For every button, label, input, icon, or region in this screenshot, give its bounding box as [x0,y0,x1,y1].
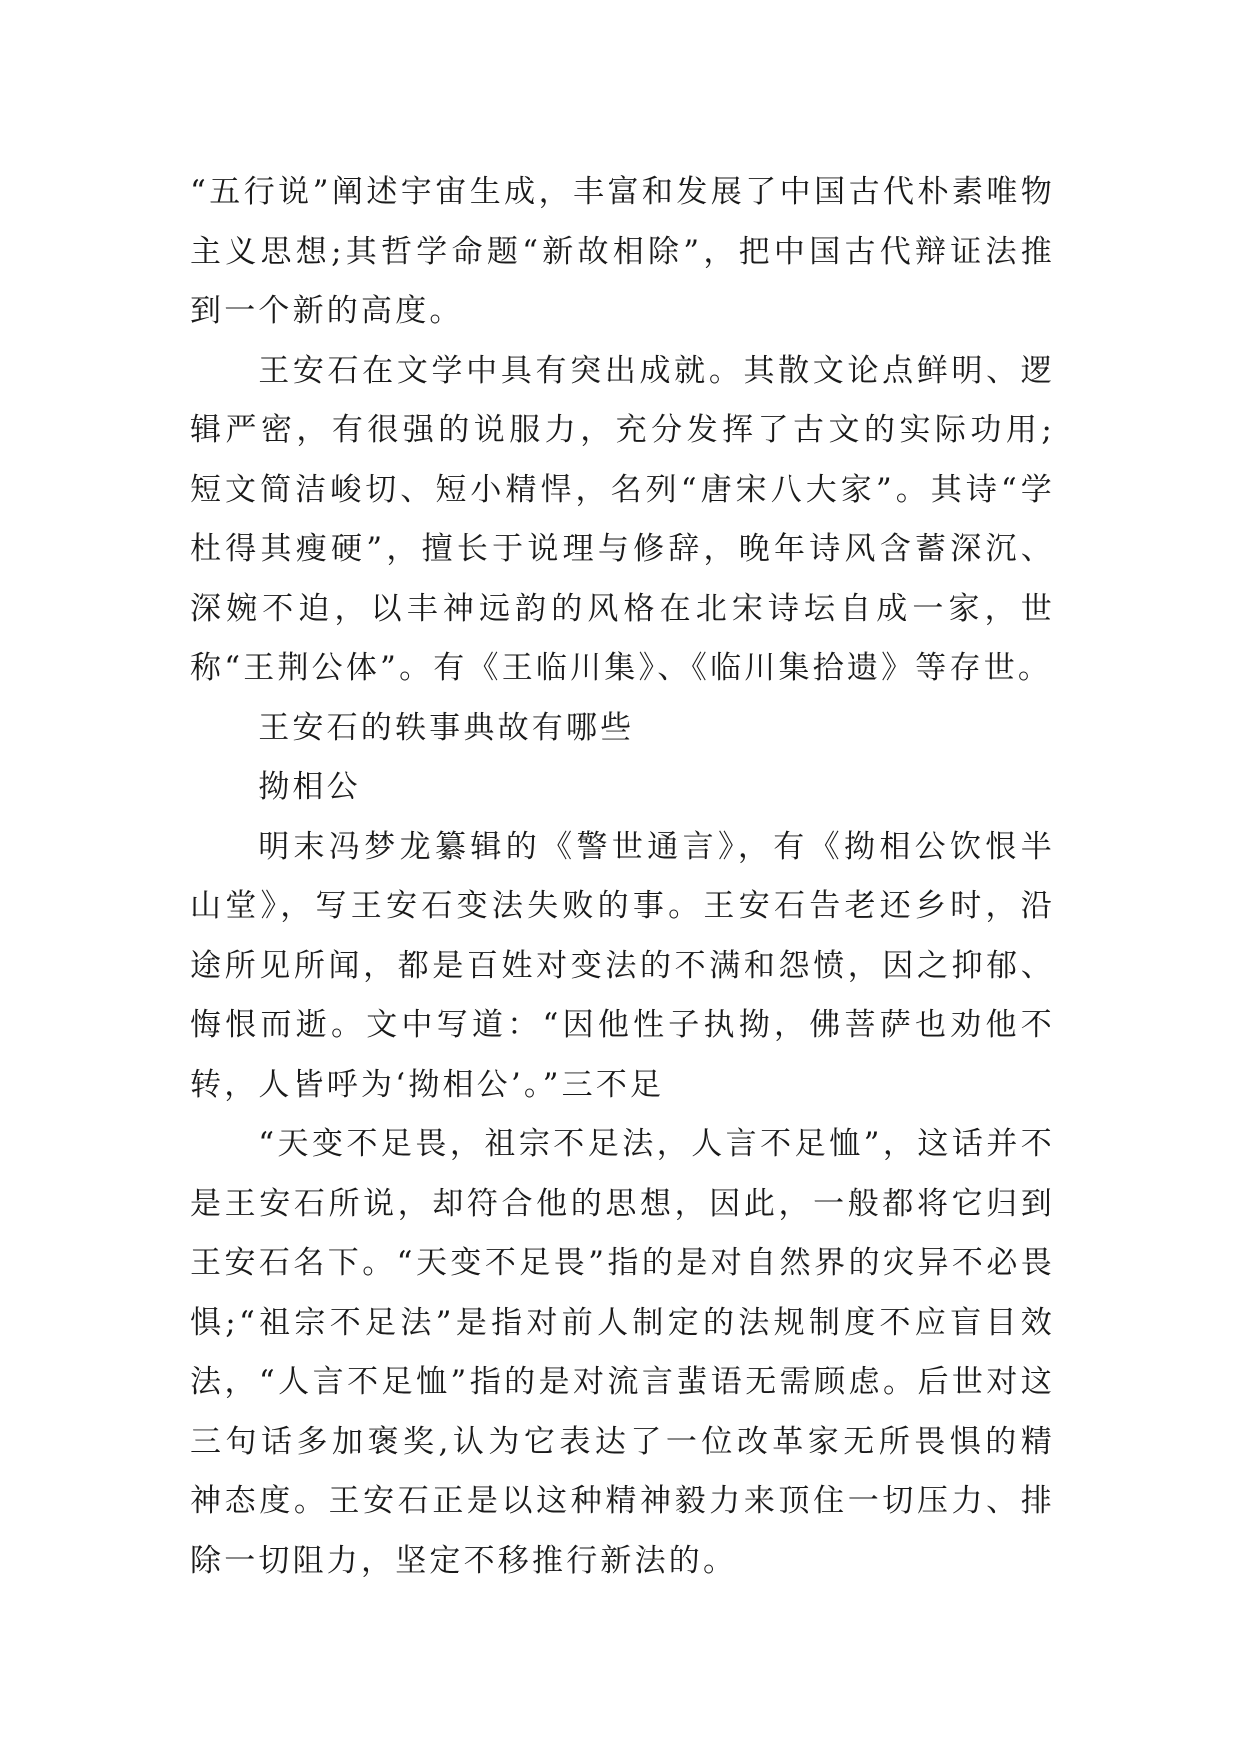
section-heading-anecdotes: 王安石的轶事典故有哪些 [258,709,635,746]
paragraph-niu-xianggong: 明末冯梦龙纂辑的《警世通言》，有《拗相公饮恨半山堂》，写王安石变法失败的事。王安石告老还乡时，沿途所见所闻，都是百姓对变法的不满和怨愤，因之抑郁、悔恨而逝。文中写道：“因他性子执拗，佛菩萨也劝他不转，人皆呼为‘拗相公’。”三不足 [190,828,1055,1103]
subheading-niu-xianggong: 拗相公 [258,769,361,805]
document-body [190,163,1055,1591]
paragraph-wuxing: “五行说”阐述宇宙生成，丰富和发展了中国古代朴素唯物主义思想;其哲学命题“新故相除”，把中国古代辩证法推到一个新的高度。 [190,174,1055,329]
paragraph-three-nots: “天变不足畏，祖宗不足法，人言不足恤”，这话并不是王安石所说，却符合他的思想，因此，一般都将它归到王安石名下。“天变不足畏”指的是对自然界的灾异不必畏惧;“祖宗不足法”是指对前人制定的法规制度不应盲目效法，“人言不足恤”指的是对流言蜚语无需顾虑。后世对这三句话多加褒奖,认为它表达了一位改革家无所畏惧的精神态度。王安石正是以这种精神毅力来顶住一切压力、排除一切阻力，坚定不移推行新法的。 [190,1126,1055,1579]
paragraph-literature: 王安石在文学中具有突出成就。其散文论点鲜明、逻辑严密，有很强的说服力，充分发挥了古文的实际功用;短文简洁峻切、短小精悍，名列“唐宋八大家”。其诗“学杜得其瘦硬”，擅长于说理与修辞，晚年诗风含蓄深沉、深婉不迫，以丰神远韵的风格在北宋诗坛自成一家，世称“王荆公体”。有《王临川集》、《临川集拾遗》等存世。 [190,352,1055,686]
